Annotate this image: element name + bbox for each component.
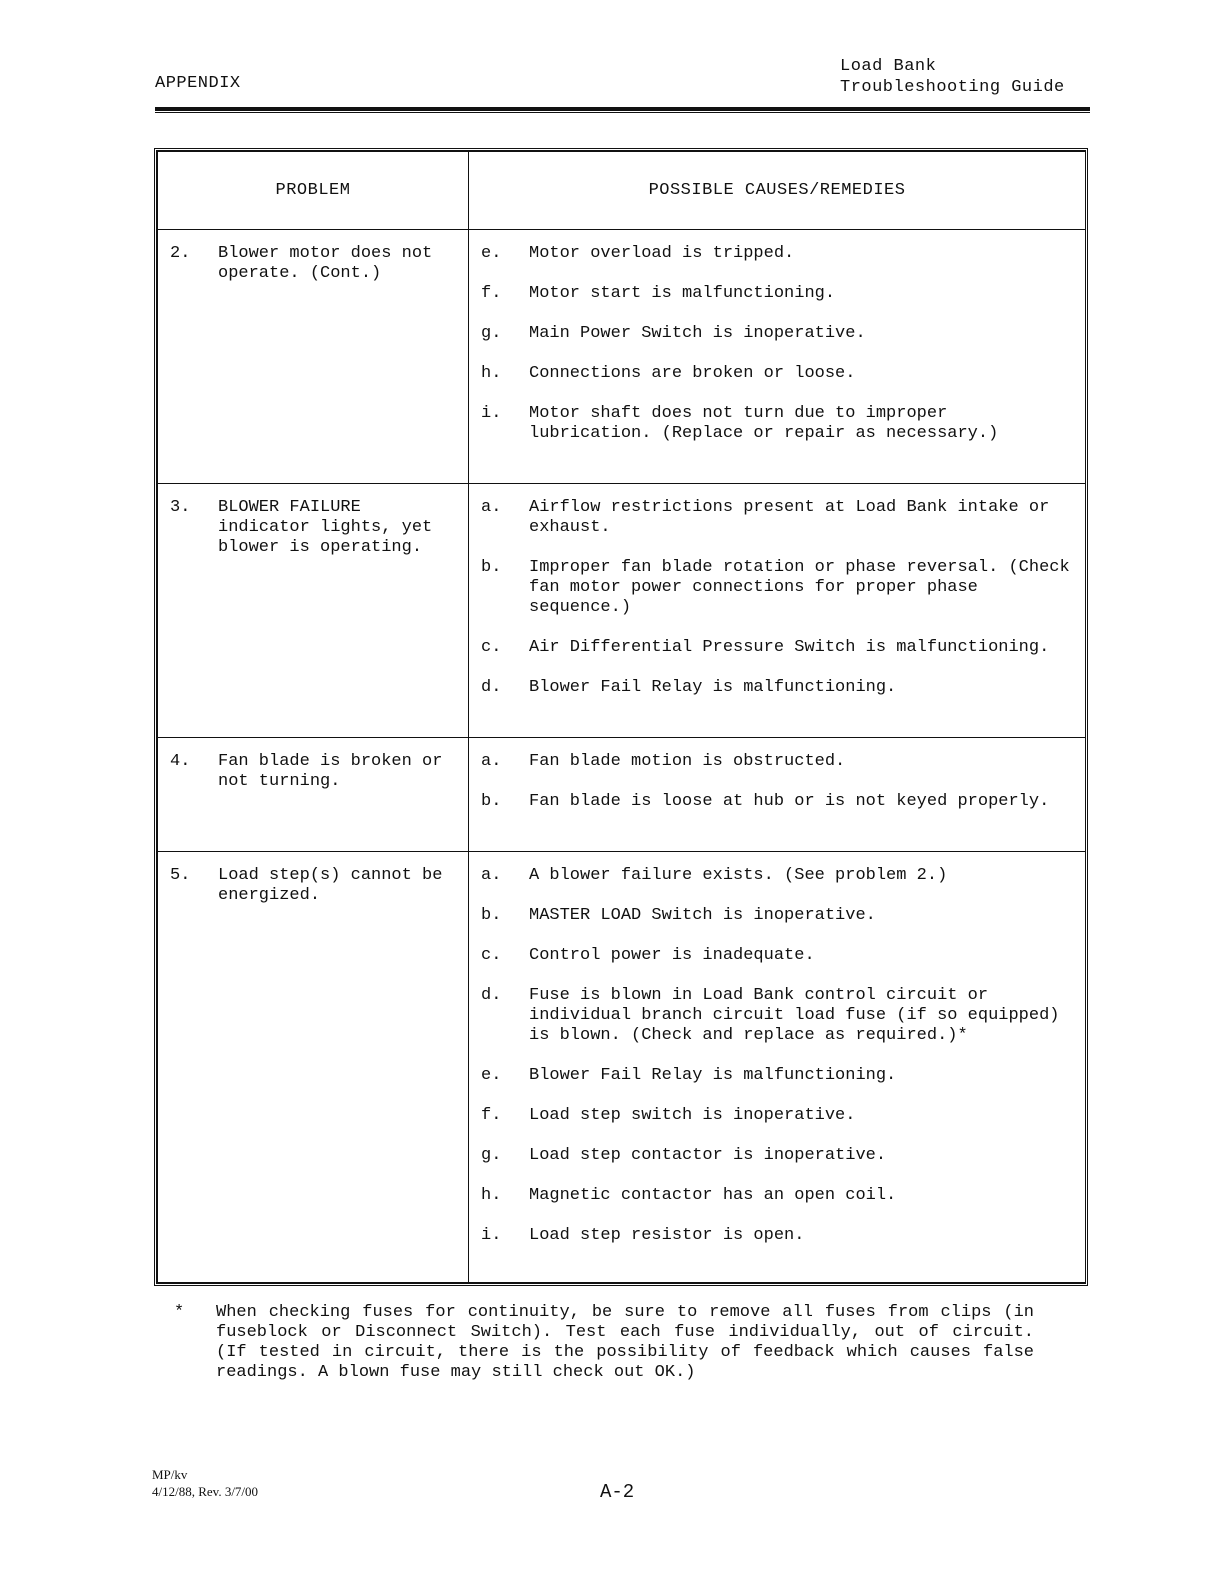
table-row — [158, 230, 1086, 484]
table-row — [158, 738, 1086, 852]
cause-item — [481, 986, 1075, 1046]
causes-cell — [469, 738, 1086, 852]
cause-letter: b. — [481, 792, 502, 811]
footer-info — [152, 1466, 258, 1500]
problem-text: Fan blade is broken or not turning. — [218, 752, 443, 791]
footnote — [174, 1303, 1034, 1383]
cause-letter: a. — [481, 752, 502, 771]
cause-text: Load step contactor is inoperative. — [529, 1146, 887, 1165]
cause-text: Airflow restrictions present at Load Bank intake or exhaust. — [529, 498, 1050, 537]
header-appendix: APPENDIX — [155, 74, 241, 93]
header-rule — [155, 107, 1090, 113]
cause-item — [481, 792, 1075, 812]
cause-letter: d. — [481, 678, 502, 697]
causes-cell — [469, 230, 1086, 484]
header-title-line1: Load Bank — [840, 57, 937, 76]
problem-number: 3. — [170, 498, 191, 517]
cause-item — [481, 752, 1075, 772]
cause-text: Blower Fail Relay is malfunctioning. — [529, 1066, 897, 1085]
cause-letter: b. — [481, 906, 502, 925]
cause-letter: h. — [481, 364, 502, 383]
footer-initials: MP/kv — [152, 1467, 188, 1482]
column-header-causes: POSSIBLE CAUSES/REMEDIES — [469, 152, 1086, 230]
cause-text: Blower Fail Relay is malfunctioning. — [529, 678, 897, 697]
cause-item — [481, 1066, 1075, 1086]
cause-item — [481, 946, 1075, 966]
column-header-problem: PROBLEM — [158, 152, 469, 230]
cause-text: Fan blade motion is obstructed. — [529, 752, 846, 771]
cause-text: Fuse is blown in Load Bank control circuit or individual branch circuit load fuse (if so equipped) is blown. (Check and replace as required.)* — [529, 986, 1060, 1045]
causes-cell — [469, 852, 1086, 1283]
cause-letter: e. — [481, 1066, 502, 1085]
cause-item — [481, 498, 1075, 538]
cause-letter: g. — [481, 1146, 502, 1165]
cause-item — [481, 404, 1075, 444]
cause-text: Load step switch is inoperative. — [529, 1106, 856, 1125]
cause-text: Magnetic contactor has an open coil. — [529, 1186, 897, 1205]
cause-letter: c. — [481, 946, 502, 965]
header-title-line2: Troubleshooting Guide — [840, 78, 1065, 97]
cause-text: Motor shaft does not turn due to improper lubrication. (Replace or repair as necessary.) — [529, 404, 999, 443]
cause-letter: h. — [481, 1186, 502, 1205]
problem-text: Load step(s) cannot be energized. — [218, 866, 443, 905]
cause-item — [481, 638, 1075, 658]
cause-text: Motor start is malfunctioning. — [529, 284, 836, 303]
cause-item — [481, 1146, 1075, 1166]
cause-item — [481, 364, 1075, 384]
table-row — [158, 852, 1086, 1283]
cause-letter: f. — [481, 1106, 502, 1125]
problem-number: 5. — [170, 866, 191, 885]
cause-letter: e. — [481, 244, 502, 263]
cause-text: Improper fan blade rotation or phase reversal. (Check fan motor power connections for proper phase sequence.) — [529, 558, 1070, 617]
problem-text: Blower motor does not operate. (Cont.) — [218, 244, 433, 283]
troubleshooting-table — [154, 148, 1088, 1286]
cause-text: Air Differential Pressure Switch is malfunctioning. — [529, 638, 1050, 657]
cause-letter: g. — [481, 324, 502, 343]
cause-item — [481, 1226, 1075, 1246]
cause-item — [481, 678, 1075, 698]
cause-letter: c. — [481, 638, 502, 657]
cause-text: Motor overload is tripped. — [529, 244, 795, 263]
table-row — [158, 484, 1086, 738]
page-number: A-2 — [600, 1481, 635, 1503]
cause-letter: i. — [481, 404, 502, 423]
cause-item — [481, 284, 1075, 304]
header-document-title — [840, 56, 1065, 98]
problem-text: BLOWER FAILURE indicator lights, yet blower is operating. — [218, 498, 433, 557]
footer-date: 4/12/88, Rev. 3/7/00 — [152, 1484, 259, 1499]
cause-letter: d. — [481, 986, 502, 1005]
causes-cell — [469, 484, 1086, 738]
footnote-text: When checking fuses for continuity, be sure to remove all fuses from clips (in fuseblock or Disconnect Switch). Test each fuse individually, out of circuit. (If tested in circuit, there is the possibility of feedback which causes false readings. A blown fuse may still check out OK.) — [216, 1303, 1034, 1382]
cause-letter: i. — [481, 1226, 502, 1245]
cause-item — [481, 1106, 1075, 1126]
cause-text: A blower failure exists. (See problem 2.) — [529, 866, 948, 885]
cause-item — [481, 906, 1075, 926]
problem-cell — [158, 230, 469, 484]
problem-cell — [158, 852, 469, 1283]
cause-item — [481, 244, 1075, 264]
cause-text: Control power is inadequate. — [529, 946, 815, 965]
footnote-marker: * — [174, 1303, 185, 1322]
problem-cell — [158, 484, 469, 738]
cause-item — [481, 866, 1075, 886]
cause-text: Fan blade is loose at hub or is not keyed properly. — [529, 792, 1050, 811]
cause-text: Connections are broken or loose. — [529, 364, 856, 383]
problem-number: 4. — [170, 752, 191, 771]
cause-text: Load step resistor is open. — [529, 1226, 805, 1245]
cause-item — [481, 1186, 1075, 1206]
cause-text: Main Power Switch is inoperative. — [529, 324, 866, 343]
problem-cell — [158, 738, 469, 852]
troubleshooting-table-grid — [157, 151, 1086, 1283]
cause-letter: b. — [481, 558, 502, 577]
cause-text: MASTER LOAD Switch is inoperative. — [529, 906, 876, 925]
problem-number: 2. — [170, 244, 191, 263]
cause-letter: a. — [481, 498, 502, 517]
cause-item — [481, 558, 1075, 618]
cause-letter: a. — [481, 866, 502, 885]
cause-letter: f. — [481, 284, 502, 303]
cause-item — [481, 324, 1075, 344]
